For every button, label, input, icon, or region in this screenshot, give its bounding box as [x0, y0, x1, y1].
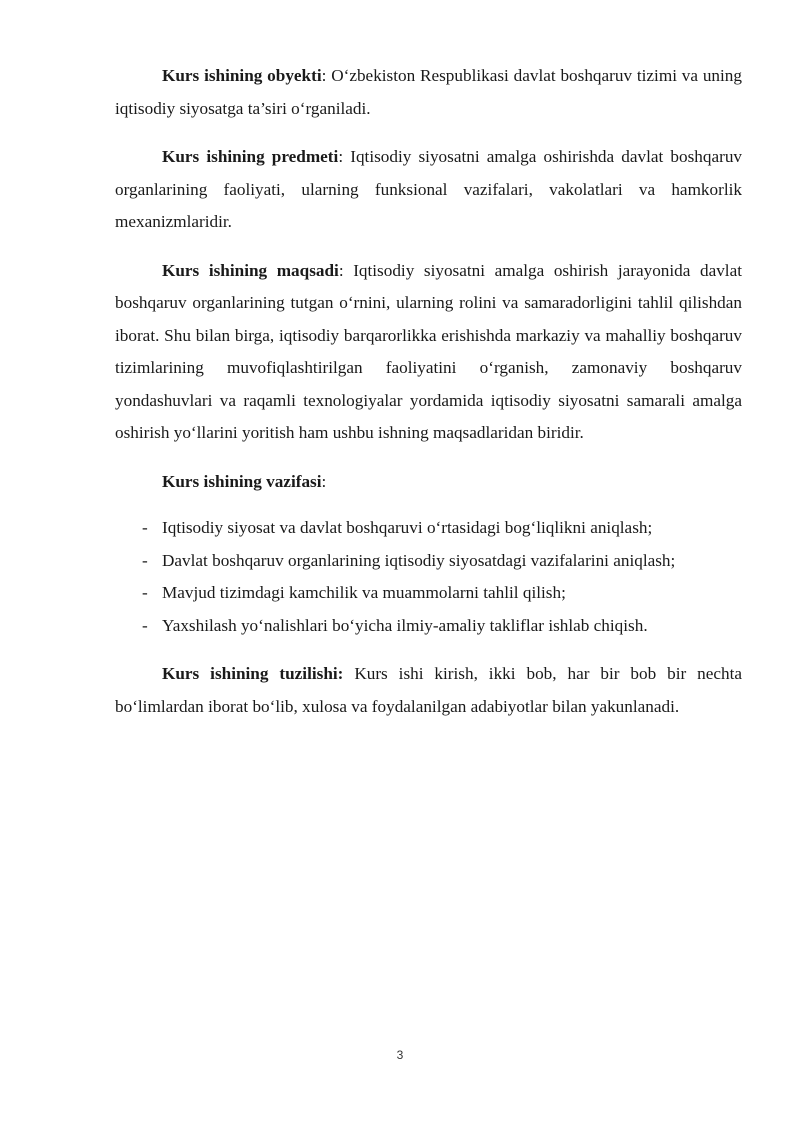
dash-bullet: -	[142, 518, 148, 537]
task-list	[115, 512, 742, 642]
separator: :	[321, 66, 332, 85]
heading-vazifasi	[115, 466, 742, 499]
text-maqsadi: Iqtisodiy siyosatni amalga oshirish jarayonida davlat boshqaruv organlarining tutgan o‘rnini, ularning rolini va samaradorligini tahlil qilishdan iborat. Shu bilan birga, iqtisodiy barqarorlikka erishishda markaziy va mahalliy boshqaruv tizimlarining muvofiqlashtirilgan faoliyatini o‘rganish, zamonaviy boshqaruv yondashuvlari va raqamli texnologiyalar yordamida iqtisodiy siyosatni samarali amalga oshirish yo‘llarini yoritish ham ushbu ishning maqsadlaridan biridir.	[115, 260, 742, 442]
list-item	[115, 577, 742, 610]
list-item-text: Yaxshilash yo‘nalishlari bo‘yicha ilmiy-amaliy takliflar ishlab chiqish.	[162, 615, 648, 635]
paragraph-maqsadi	[115, 255, 742, 450]
list-item-text: Davlat boshqaruv organlarining iqtisodiy siyosatdagi vazifalarini aniqlash;	[162, 550, 676, 570]
text-predmeti: Iqtisodiy siyosatni amalga oshirishda davlat boshqaruv organlarining faoliyati, ularning funksional vazifalari, vakolatlari va hamkorlik mexanizmlaridir.	[115, 147, 743, 231]
page-number: 3	[396, 1048, 404, 1062]
text-tuzilishi: Kurs ishi kirish, ikki bob, har bir bob bir nechta bo‘limlardan iborat bo‘lib, xulosa va foydalanilgan adabiyotlar bilan yakunlanadi.	[115, 664, 742, 716]
label-maqsadi: Kurs ishining maqsadi	[162, 260, 339, 280]
document-page	[115, 60, 742, 739]
label-predmeti: Kurs ishining predmeti	[162, 147, 339, 166]
list-item-text: Mavjud tizimdagi kamchilik va muammolarni tahlil qilish;	[162, 583, 566, 602]
separator: :	[337, 664, 355, 683]
text-obyekti: O‘zbekiston Respublikasi davlat boshqaruv tizimi va uning iqtisodiy siyosatga ta’siri o‘rganiladi.	[115, 66, 742, 118]
paragraph-obyekti	[115, 60, 742, 125]
separator: :	[338, 260, 354, 280]
dash-bullet: -	[142, 550, 148, 570]
list-item	[115, 512, 742, 545]
label-tuzilishi: Kurs ishining tuzilishi	[162, 664, 338, 683]
dash-bullet: -	[142, 583, 148, 602]
paragraph-tuzilishi	[115, 658, 742, 723]
list-item-text: Iqtisodiy siyosat va davlat boshqaruvi o‘rtasidagi bog‘liqlikni aniqlash;	[162, 518, 653, 537]
separator: :	[338, 147, 351, 166]
colon: :	[321, 471, 327, 491]
list-item	[115, 545, 742, 578]
label-obyekti: Kurs ishining obyekti	[162, 66, 322, 85]
paragraph-predmeti	[115, 141, 742, 239]
list-item	[115, 610, 742, 643]
label-vazifasi: Kurs ishining vazifasi	[162, 471, 322, 491]
dash-bullet: -	[142, 615, 148, 635]
